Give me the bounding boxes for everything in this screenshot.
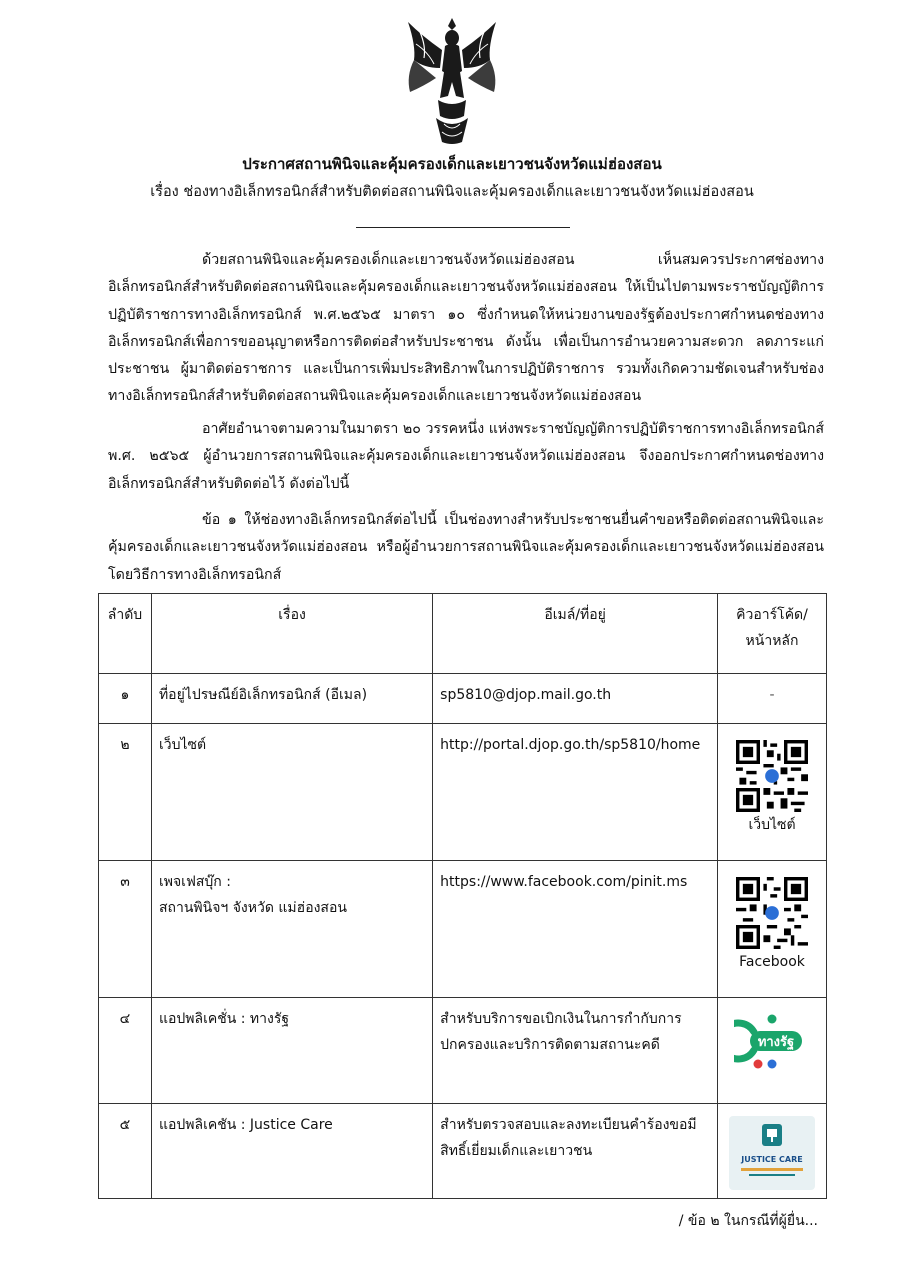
paragraph-3-text: ข้อ ๑ ให้ช่องทางอิเล็กทรอนิกส์ต่อไปนี้ เป็นช่องทางสำหรับประชาชนยื่นคำขอหรือติดต่อสถานพินิจและคุ้มครองเด็กและเยาวชนจังหวัดแม่ฮ่องสอน หรือผู้อำนวยการสถานพินิจและคุ้มครองเด็กและเยาวชนจังหวัดแม่ฮ่องสอน โดยวิธีการทางอิเล็กทรอนิกส์: [108, 512, 824, 583]
website-qr-caption: เว็บไซต์: [748, 817, 796, 833]
continuation-note: / ข้อ ๒ ในกรณีที่ผู้ยื่น...: [678, 1213, 818, 1229]
justice-care-app-icon[interactable]: [729, 1116, 815, 1190]
row-qr-none: -: [718, 674, 827, 724]
table-header-row: [99, 594, 827, 674]
header-subject: เรื่อง: [151, 594, 432, 674]
row-subject: ที่อยู่ไปรษณีย์อิเล็กทรอนิกส์ (อีเมล): [151, 674, 432, 724]
row-qr-cell: [718, 724, 827, 861]
row-description: สำหรับบริการขอเบิกเงินในการกำกับการปกครองและบริการติดตามสถานะคดี: [433, 998, 718, 1104]
paragraph-1-text: ด้วยสถานพินิจและคุ้มครองเด็กและเยาวชนจังหวัดแม่ฮ่องสอน เห็นสมควรประกาศช่องทางอิเล็กทรอนิกส์สำหรับติดต่อสถานพินิจและคุ้มครองเด็กและเยาวชนจังหวัดแม่ฮ่องสอน ให้เป็นไปตามพระราชบัญญัติการปฏิบัติราชการทางอิเล็กทรอนิกส์ พ.ศ.๒๕๖๕ มาตรา ๑๐ ซึ่งกำหนดให้หน่วยงานของรัฐต้องประกาศกำหนดช่องทางอิเล็กทรอนิกส์เพื่อการขออนุญาตหรือการติดต่อสำหรับประชาชน ดังนั้น เพื่อเป็นการอำนวยความสะดวก ลดภาระแก่ประชาชน ผู้มาติดต่อราชการ และเป็นการเพิ่มประสิทธิภาพในการปฏิบัติราชการ รวมทั้งเกิดความชัดเจนสำหรับช่องทางอิเล็กทรอนิกส์สำหรับติดต่อสถานพินิจและคุ้มครองเด็กและเยาวชนจังหวัดแม่ฮ่องสอน: [108, 252, 824, 405]
row-number: ๑: [99, 674, 152, 724]
channels-table: [98, 593, 827, 1199]
row-qr-cell: [718, 861, 827, 998]
table-row: [99, 861, 827, 998]
header-no: ลำดับ: [99, 594, 152, 674]
row-subject-line-2: สถานพินิจฯ จังหวัด แม่ฮ่องสอน: [158, 900, 347, 916]
table-row: [99, 998, 827, 1104]
table-row: [99, 674, 827, 724]
row-email[interactable]: sp5810@djop.mail.go.th: [433, 674, 718, 724]
row-subject: แอปพลิเคชัน : Justice Care: [151, 1104, 432, 1199]
tangrat-app-icon[interactable]: [734, 1010, 810, 1070]
row-description: สำหรับตรวจสอบและลงทะเบียนคำร้องขอมีสิทธิ์เยี่ยมเด็กและเยาวชน: [433, 1104, 718, 1199]
title-divider: [356, 227, 570, 228]
announcement-subject: เรื่อง ช่องทางอิเล็กทรอนิกส์สำหรับติดต่อสถานพินิจและคุ้มครองเด็กและเยาวชนจังหวัดแม่ฮ่องสอน: [150, 184, 754, 200]
row-number: ๕: [99, 1104, 152, 1199]
garuda-emblem-icon: [402, 16, 502, 146]
paragraph-3: [108, 507, 824, 589]
header-qr: คิวอาร์โค้ด/หน้าหลัก: [718, 594, 827, 674]
row-number: ๓: [99, 861, 152, 998]
paragraph-2: [108, 416, 824, 498]
paragraph-1: [108, 247, 824, 411]
row-subject-line-1: เพจเฟสบุ๊ก :: [158, 874, 231, 890]
header-address: อีเมล์/ที่อยู่: [433, 594, 718, 674]
paragraph-2-text: อาศัยอำนาจตามความในมาตรา ๒๐ วรรคหนึ่ง แห่งพระราชบัญญัติการปฏิบัติราชการทางอิเล็กทรอนิกส์ พ.ศ. ๒๕๖๕ ผู้อำนวยการสถานพินิจและคุ้มครองเด็กและเยาวชนจังหวัดแม่ฮ่องสอน จึงออกประกาศกำหนดช่องทางอิเล็กทรอนิกส์สำหรับติดต่อไว้ ดังต่อไปนี้: [108, 421, 824, 492]
row-qr-cell: [718, 1104, 827, 1199]
row-number: ๒: [99, 724, 152, 861]
justice-care-app-label: JUSTICE CARE: [741, 1155, 803, 1164]
table-row: [99, 1104, 827, 1199]
tangrat-app-label: ทางรัฐ: [757, 1035, 795, 1050]
row-website-link[interactable]: http://portal.djop.go.th/sp5810/home: [433, 724, 718, 861]
row-qr-cell: [718, 998, 827, 1104]
row-subject: [151, 861, 432, 998]
row-subject: เว็บไซต์: [151, 724, 432, 861]
table-row: [99, 724, 827, 861]
announcement-title: ประกาศสถานพินิจและคุ้มครองเด็กและเยาวชนจังหวัดแม่ฮ่องสอน: [242, 155, 662, 173]
website-qr-code-icon[interactable]: [736, 740, 808, 812]
facebook-qr-caption: Facebook: [739, 954, 805, 970]
facebook-qr-code-icon[interactable]: [736, 877, 808, 949]
row-number: ๔: [99, 998, 152, 1104]
row-facebook-link[interactable]: https://www.facebook.com/pinit.ms: [433, 861, 718, 998]
row-subject: แอปพลิเคชั่น : ทางรัฐ: [151, 998, 432, 1104]
